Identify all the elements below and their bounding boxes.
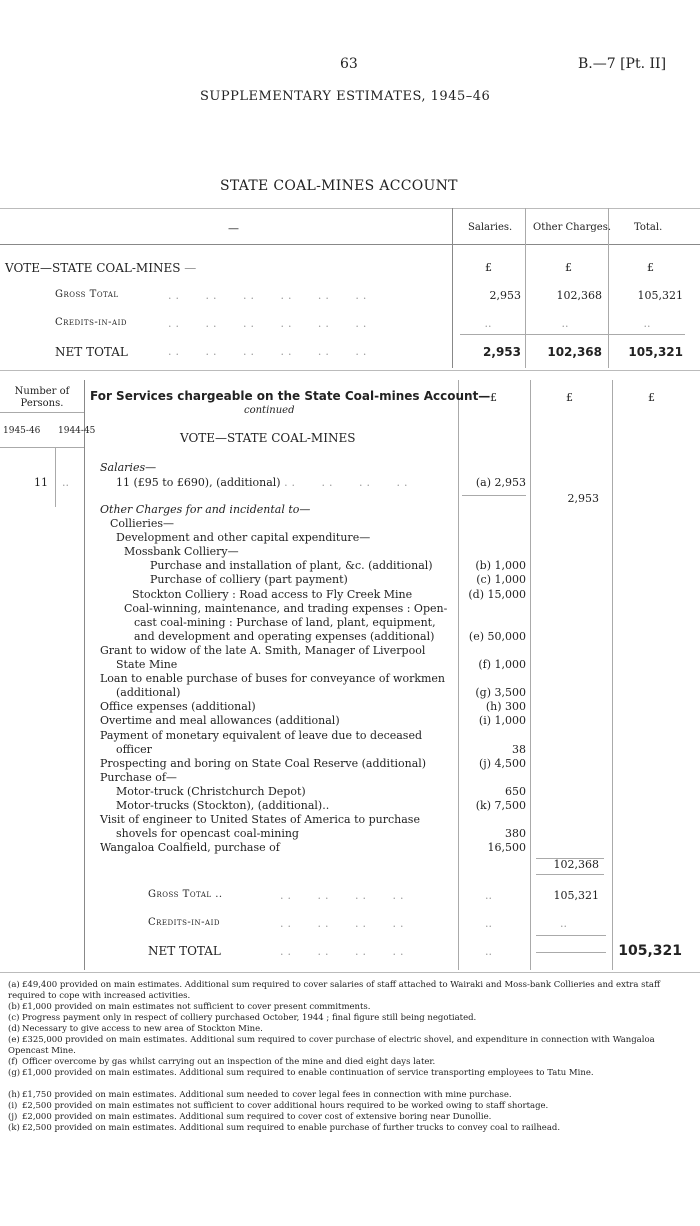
detail-credits-col1: .. (485, 917, 492, 930)
other-charge-item: Mossbank Colliery— (124, 545, 239, 558)
footnote-text: £325,000 provided on main estimates. Additional sum required to cover purchase of electric shovel, and expenditure in connection with Wangaloa Opencast Mine. (8, 1035, 655, 1056)
other-charge-item: Payment of monetary equivalent of leave due to deceased (100, 729, 423, 742)
footnote-key: (d) (8, 1024, 21, 1034)
summary-currency-3: £ (647, 261, 654, 274)
document-ref: B.—7 [Pt. II] (578, 56, 667, 72)
other-charge-amount: (f) 1,000 (478, 658, 526, 671)
other-charge-item: State Mine (116, 658, 178, 671)
other-charge-item: Motor-trucks (Stockton), (additional).. (116, 799, 330, 812)
year-1944-45: 1944-45 (58, 426, 96, 436)
summary-net-salaries: 2,953 (483, 345, 521, 359)
footnote-text: £1,750 provided on main estimates. Additional sum needed to cover legal fees in connection with mine purchase. (22, 1090, 512, 1100)
other-charge-item: and development and operating expenses (additional) (134, 630, 435, 643)
detail-currency-3: £ (648, 391, 655, 404)
other-charge-amount: (d) 15,000 (468, 588, 526, 601)
other-charge-amount: 380 (505, 827, 526, 840)
other-charge-item: Coal-winning, maintenance, and trading expenses : Open- (124, 602, 448, 615)
footnote-text: Officer overcome by gas whilst carrying out an inspection of the mine and died eight days later. (22, 1057, 436, 1067)
footnote (8, 980, 688, 1002)
year-1945-46: 1945-46 (3, 426, 41, 436)
summary-credits-other: .. (561, 317, 569, 330)
other-charges-heading: Other Charges for and incidental to— (100, 503, 311, 516)
footnote (8, 1013, 688, 1024)
other-charge-item: cast coal-mining : Purchase of land, plant, equipment, (134, 616, 436, 629)
summary-net-total: 105,321 (628, 345, 683, 359)
summary-gross-other: 102,368 (556, 289, 602, 302)
footnote-text: £2,500 provided on main estimates not sufficient to cover additional hours required to be worked owing to staff shortage. (22, 1101, 549, 1111)
summary-currency-2: £ (565, 261, 572, 274)
detail-net-col1: .. (485, 945, 492, 958)
detail-currency-2: £ (566, 391, 573, 404)
salaries-heading: Salaries— (100, 461, 157, 474)
salaries-item: 11 (£95 to £690), (additional) .. .. .. .. (116, 476, 412, 489)
other-charge-item: (additional) (116, 686, 181, 699)
footnote-text: £1,000 provided on main estimates. Additional sum required to enable continuation of service transporting employees to Tatu Mine. (22, 1068, 594, 1078)
salaries-subtotal: 2,953 (567, 492, 599, 505)
summary-credits-label: Credits-in-aid (55, 317, 127, 328)
summary-col-total: Total. (634, 222, 663, 233)
other-charge-item: Visit of engineer to United States of America to purchase (100, 813, 420, 826)
summary-currency-1: £ (485, 261, 492, 274)
summary-vote-label: VOTE—STATE COAL-MINES — (5, 261, 197, 275)
other-charge-item: Purchase and installation of plant, &c. (additional) (150, 559, 433, 572)
detail-credits-col2: .. (560, 917, 567, 930)
footnote-text: £2,000 provided on main estimates. Additional sum required to cover cost of extensive boring near Dunollie. (22, 1112, 492, 1122)
detail-vote: VOTE—STATE COAL-MINES (180, 431, 356, 445)
salaries-amount: (a) 2,953 (475, 476, 526, 489)
summary-gross-label: Gross Total (55, 289, 119, 300)
footnote (8, 1101, 688, 1112)
page-subtitle: SUPPLEMENTARY ESTIMATES, 1945–46 (200, 89, 491, 104)
other-charge-amount: (j) 4,500 (479, 757, 526, 770)
other-charges-subtotal: 102,368 (553, 858, 599, 871)
persons-header: Number of Persons. (14, 386, 70, 409)
detail-heading: For Services chargeable on the State Coal-mines Account— (90, 389, 491, 403)
footnote (8, 1035, 688, 1057)
summary-net-other: 102,368 (547, 345, 602, 359)
other-charge-item: Development and other capital expenditure— (116, 531, 371, 544)
other-charge-item: Grant to widow of the late A. Smith, Manager of Liverpool (100, 644, 426, 657)
detail-currency-1: £ (490, 391, 497, 404)
other-charge-item: Overtime and meal allowances (additional) (100, 714, 340, 727)
other-charge-amount: (i) 1,000 (478, 714, 526, 727)
summary-gross-total: 105,321 (637, 289, 683, 302)
footnote (8, 1024, 688, 1035)
footnote (8, 1112, 688, 1123)
detail-gross-label: Gross Total .. (148, 889, 223, 900)
summary-gross-salaries: 2,953 (489, 289, 521, 302)
summary-credits-salaries: .. (484, 317, 492, 330)
other-charge-item: Prospecting and boring on State Coal Reserve (additional) (100, 757, 427, 770)
summary-col-other: Other Charges. (533, 222, 611, 233)
salaries-persons-1944: .. (62, 476, 69, 489)
other-charge-item: Purchase of colliery (part payment) (150, 573, 348, 586)
page-number: 63 (340, 56, 358, 72)
other-charge-item: Office expenses (additional) (100, 700, 256, 713)
other-charge-item: Purchase of— (100, 771, 177, 784)
detail-net-value: 105,321 (618, 943, 682, 959)
other-charge-amount: (g) 3,500 (475, 686, 526, 699)
footnote-text: £2,500 provided on main estimates. Additional sum required to enable purchase of further trucks to convey coal to railhead. (22, 1123, 561, 1133)
detail-net-label: NET TOTAL (148, 944, 221, 958)
other-charge-item: Collieries— (110, 517, 175, 530)
footnote (8, 1002, 688, 1013)
detail-gross-col1: .. (485, 889, 492, 902)
footnote (8, 1090, 688, 1101)
other-charge-amount: 650 (505, 785, 526, 798)
footnote-key: (h) (8, 1090, 21, 1100)
footnote-key: (g) (8, 1068, 21, 1078)
other-charge-item: shovels for opencast coal-mining (116, 827, 299, 840)
footnote-key: (b) (8, 1002, 21, 1012)
other-charge-amount: (e) 50,000 (468, 630, 526, 643)
footnote-key: (e) (8, 1035, 20, 1045)
footnote-key: (f) (8, 1057, 18, 1067)
detail-gross-value: 105,321 (553, 889, 599, 902)
other-charge-amount: (c) 1,000 (476, 573, 526, 586)
salaries-persons-1945: 11 (34, 476, 48, 489)
footnote (8, 1068, 688, 1079)
other-charge-amount: (k) 7,500 (475, 799, 526, 812)
footnote-text: Progress payment only in respect of colliery purchased October, 1944 ; final figure still being negotiated. (22, 1013, 477, 1023)
footnote-text: Necessary to give access to new area of Stockton Mine. (22, 1024, 263, 1034)
footnote-text: £1,000 provided on main estimates not sufficient to cover present commitments. (22, 1002, 371, 1012)
other-charge-amount: 16,500 (487, 841, 526, 854)
summary-col-blank: — (228, 222, 239, 235)
other-charge-amount: (h) 300 (485, 700, 526, 713)
summary-credits-total: .. (643, 317, 651, 330)
other-charge-item: Loan to enable purchase of buses for conveyance of workmen (100, 672, 446, 685)
footnote-key: (a) (8, 980, 20, 990)
detail-continued: continued (244, 405, 295, 416)
other-charge-item: officer (116, 743, 152, 756)
other-charge-amount: 38 (512, 743, 526, 756)
footnote-key: (j) (8, 1112, 18, 1122)
footnote-key: (c) (8, 1013, 20, 1023)
footnote-text: £49,400 provided on main estimates. Additional sum required to cover salaries of staff attached to Wairaki and Moss-bank Collieries and extra staff required to cope with increased activities. (8, 980, 661, 1001)
other-charge-item: Wangaloa Coalfield, purchase of (100, 841, 280, 854)
other-charge-amount: (b) 1,000 (475, 559, 526, 572)
footnote-key: (k) (8, 1123, 20, 1133)
summary-net-label: NET TOTAL (55, 345, 128, 359)
summary-col-salaries: Salaries. (468, 222, 513, 233)
footnote (8, 1123, 688, 1134)
other-charge-item: Motor-truck (Christchurch Depot) (116, 785, 306, 798)
page-title: STATE COAL-MINES ACCOUNT (220, 178, 458, 194)
footnote-key: (i) (8, 1101, 18, 1111)
other-charge-item: Stockton Colliery : Road access to Fly Creek Mine (132, 588, 413, 601)
detail-credits-label: Credits-in-aid (148, 917, 220, 928)
footnote (8, 1057, 688, 1068)
